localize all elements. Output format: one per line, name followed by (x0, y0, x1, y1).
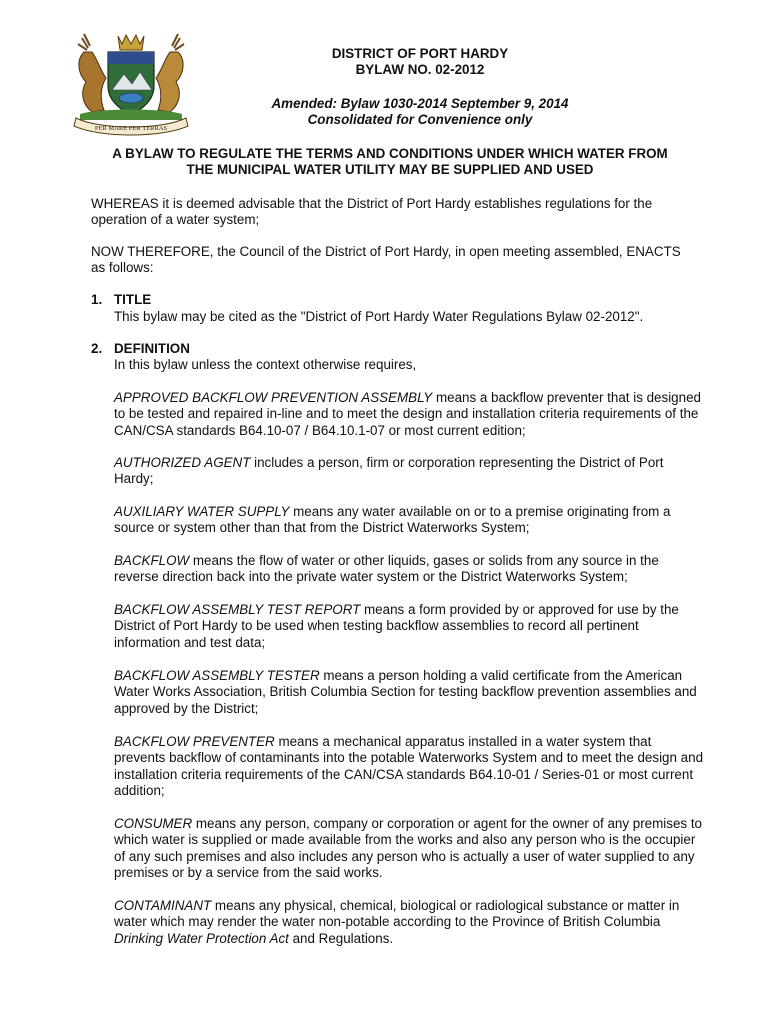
definition-term: CONTAMINANT (114, 898, 212, 913)
section-1-text: This bylaw may be cited as the "District of Port Hardy Water Regulations Bylaw 02-2012". (114, 309, 644, 324)
definition-term: APPROVED BACKFLOW PREVENTION ASSEMBLY (114, 390, 433, 405)
now-therefore-paragraph: NOW THEREFORE, the Council of the District of Port Hardy, in open meeting assembled, ENACTS as follows: (91, 244, 681, 276)
definition-text: means a form provided by or approved for use by the District of Port Hardy to be used when testing backflow assemblies to record all pertinent information and test data; (114, 602, 679, 650)
definition-text: means the flow of water or other liquids, gases or solids from any source in the reverse direction back into the private water system or the District Waterworks System; (114, 553, 659, 585)
district-name: DISTRICT OF PORT HARDY (331, 46, 509, 61)
bylaw-title-line-1: A BYLAW TO REGULATE THE TERMS AND CONDITIONS UNDER WHICH WATER FROM (112, 146, 668, 161)
section-number: 1. (91, 292, 103, 307)
crest-motto: PER MARE PER TERRAS (94, 125, 168, 132)
definition-backflow-assembly-tester (114, 668, 704, 717)
section-1-heading (91, 292, 151, 308)
definition-term: BACKFLOW (114, 553, 190, 568)
definition-term: CONSUMER (114, 816, 193, 831)
definition-text: means a person holding a valid certificate from the American Water Works Association, British Columbia Section for testing backflow prevention assemblies and approved by the District; (114, 668, 697, 716)
definition-term: AUTHORIZED AGENT (114, 455, 251, 470)
definition-term: AUXILIARY WATER SUPPLY (114, 504, 290, 519)
definition-backflow (114, 553, 704, 586)
definition-backflow-assembly-test-report (114, 602, 704, 651)
section-2-text: In this bylaw unless the context otherwise requires, (114, 357, 417, 372)
definition-auxiliary-water-supply (114, 504, 704, 537)
section-2-heading (91, 341, 190, 357)
definition-text: means any water available on or to a premise originating from a source or system other than that from the District Waterworks System; (114, 504, 671, 536)
consolidated-note: Consolidated for Convenience only (307, 112, 533, 127)
definition-term: BACKFLOW PREVENTER (114, 734, 275, 749)
section-number: 2. (91, 341, 103, 356)
definition-term: BACKFLOW ASSEMBLY TEST REPORT (114, 602, 361, 617)
bylaw-number: BYLAW NO. 02-2012 (355, 62, 485, 77)
definition-text: includes a person, firm or corporation representing the District of Port Hardy; (114, 455, 664, 487)
bylaw-title-line-2: THE MUNICIPAL WATER UTILITY MAY BE SUPPLIED AND USED (186, 162, 594, 177)
definition-consumer (114, 816, 704, 881)
district-crest-logo (70, 30, 192, 136)
definition-backflow-preventer (114, 734, 704, 799)
definition-tail: and Regulations. (288, 930, 394, 946)
definition-text: means any person, company or corporation or agent for the owner of any premises to which water is supplied or made available from the works and also any person who is the occupier of any such premises and also includes any person who is actually a user of water supplied to any premises or by a service from the said works. (114, 816, 702, 880)
definition-text: means a backflow preventer that is designed to be tested and repaired in-line and to meet the design and installation criteria requirements of the CAN/CSA standards B64.10-07 / B64.10.1-07 or most current edition; (114, 390, 701, 438)
amended-note: Amended: Bylaw 1030-2014 September 9, 2014 (271, 96, 569, 111)
definition-contaminant (114, 898, 704, 947)
act-name: Drinking Water Protection Act (114, 930, 289, 946)
definition-text: means any physical, chemical, biological or radiological substance or matter in water which may render the water non-potable according to the Province of British Columbia (114, 898, 680, 930)
whereas-paragraph: WHEREAS it is deemed advisable that the District of Port Hardy establishes regulations for the operation of a water system; (91, 196, 653, 228)
definition-text: means a mechanical apparatus installed in a water system that prevents backflow of contaminants into the potable Waterworks System and to meet the design and installation criteria requirements of the CAN/CSA standards B64.10-01 / Series-01 or most current addition; (114, 734, 704, 798)
definition-term: BACKFLOW ASSEMBLY TESTER (114, 668, 320, 683)
section-title: TITLE (114, 292, 152, 307)
definition-authorized-agent (114, 455, 704, 488)
section-title: DEFINITION (114, 341, 190, 356)
definition-approved-backflow-prevention-assembly (114, 390, 704, 439)
